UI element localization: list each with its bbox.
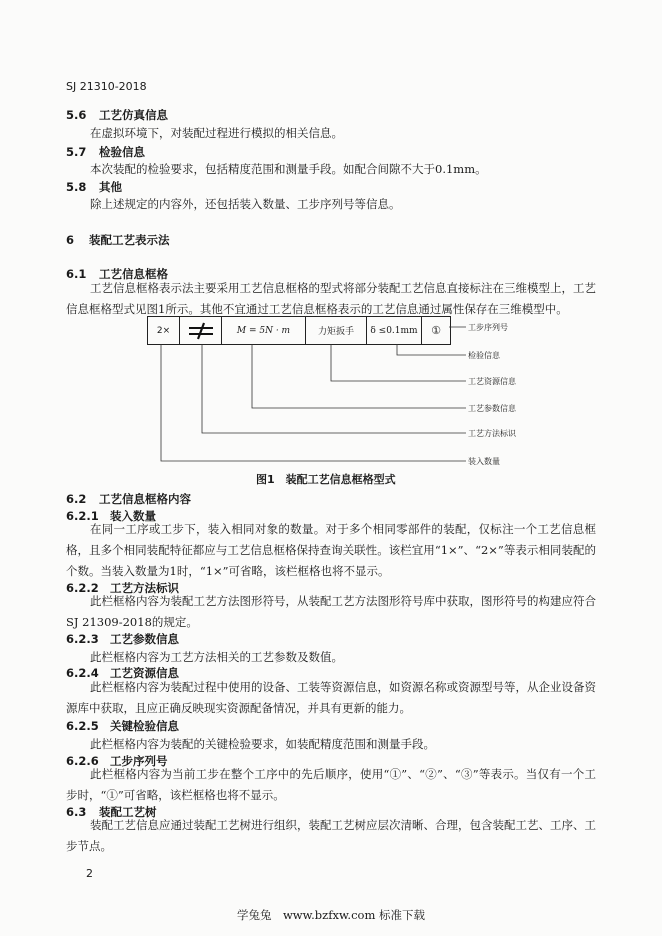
section-6-2-5-text: 此栏框格内容为装配的关键检验要求，如装配精度范围和测量手段。 [90, 737, 435, 751]
section-6-3-text: 装配工艺信息应通过装配工艺树进行组织，装配工艺树应层次清晰、合理，包含装配工艺、工序、工步节点。 [66, 818, 596, 853]
label-step-number: 工步序列号 [468, 323, 508, 332]
section-number: 6.2.3 [66, 632, 99, 646]
section-title: 关键检验信息 [110, 719, 179, 733]
figure-caption: 图1 装配工艺信息框格型式 [256, 473, 396, 486]
section-title: 装入数量 [110, 509, 156, 523]
section-number: 6.2.1 [66, 509, 99, 523]
section-title: 其他 [99, 180, 122, 194]
section-title: 工艺仿真信息 [99, 108, 168, 122]
section-title: 装配工艺树 [99, 805, 157, 819]
frame-cell-step-number: ① [431, 324, 441, 337]
section-6-1-text: 工艺信息框格表示法主要采用工艺信息框格的型式将部分装配工艺信息直接标注在三维模型上，工艺信息框格型式见图1所示。其他不宜通过工艺信息框格表示的工艺信息通过属性保存在三维模型中。 [66, 281, 596, 316]
page-number: 2 [86, 867, 93, 880]
label-method-id: 工艺方法标识 [468, 429, 516, 438]
section-title: 工艺参数信息 [110, 632, 179, 646]
section-5-7-text: 本次装配的检验要求，包括精度范围和测量手段。如配合间隙不大于0.1mm。 [90, 162, 487, 176]
section-6-2-1-text: 在同一工序或工步下，装入相同对象的数量。对于多个相同零部件的装配，仅标注一个工艺信息框格，且多个相同装配特征都应与工艺信息框格保持查询关联性。该栏宜用“1×”、“2×”等表示相同装配的个数。当装入数量为1时，“1×”可省略，该栏框格也将不显示。 [66, 522, 596, 578]
section-number: 5.7 [66, 145, 87, 159]
section-6-2-3-heading [66, 631, 179, 647]
section-title: 工艺方法标识 [110, 581, 179, 595]
section-6-2-6-text: 此栏框格内容为当前工步在整个工序中的先后顺序，使用“①”、“②”、“③”等表示。当仅有一个工步时，“①”可省略，该栏框格也将不显示。 [66, 767, 596, 802]
section-title: 检验信息 [99, 145, 145, 159]
section-number: 6.1 [66, 267, 87, 281]
section-number: 6.2.6 [66, 754, 99, 768]
section-title: 工艺信息框格 [99, 267, 168, 281]
section-6-2-5-heading [66, 718, 179, 734]
section-5-8-text: 除上述规定的内容外，还包括装入数量、工步序列号等信息。 [90, 197, 401, 211]
section-number: 6 [66, 233, 75, 247]
footer-watermark: 学兔兔 www.bzfxw.com 标准下载 [236, 908, 426, 922]
document-code: SJ 21310-2018 [66, 80, 147, 93]
label-quantity: 装入数量 [468, 457, 500, 466]
section-6-2-3-text: 此栏框格内容为工艺方法相关的工艺参数及数值。 [90, 650, 343, 664]
frame-cell-resource: 力矩扳手 [306, 317, 367, 344]
section-number: 6.3 [66, 805, 87, 819]
frame-cell-quantity: 2× [148, 317, 180, 344]
section-title: 装配工艺表示法 [89, 233, 170, 247]
section-6-2-2-text: 此栏框格内容为装配工艺方法图形符号，从装配工艺方法图形符号库中获取，图形符号的构建应符合SJ 21309-2018的规定。 [66, 594, 596, 629]
section-6-2-heading [66, 491, 191, 507]
section-number: 6.2 [66, 492, 87, 506]
section-6-2-4-text: 此栏框格内容为装配过程中使用的设备、工装等资源信息，如资源名称或资源型号等，从企业设备资源库中获取，且应正确反映现实资源配备情况，并具有更新的能力。 [66, 680, 596, 715]
section-number: 6.2.5 [66, 719, 99, 733]
section-title: 工步序列号 [110, 754, 168, 768]
section-title: 工艺资源信息 [110, 666, 179, 680]
section-number: 5.6 [66, 108, 87, 122]
section-number: 5.8 [66, 180, 87, 194]
label-resource-info: 工艺资源信息 [468, 377, 516, 386]
label-inspection-info: 检验信息 [468, 351, 500, 360]
frame-cell-parameter: M = 5N · m [222, 317, 306, 344]
section-5-6-text: 在虚拟环境下，对装配过程进行模拟的相关信息。 [90, 126, 343, 140]
frame-cell-inspection: δ ≤0.1mm [367, 317, 422, 344]
section-number: 6.2.2 [66, 581, 99, 595]
section-number: 6.2.4 [66, 666, 99, 680]
label-parameter-info: 工艺参数信息 [468, 404, 516, 413]
section-title: 工艺信息框格内容 [99, 492, 191, 506]
